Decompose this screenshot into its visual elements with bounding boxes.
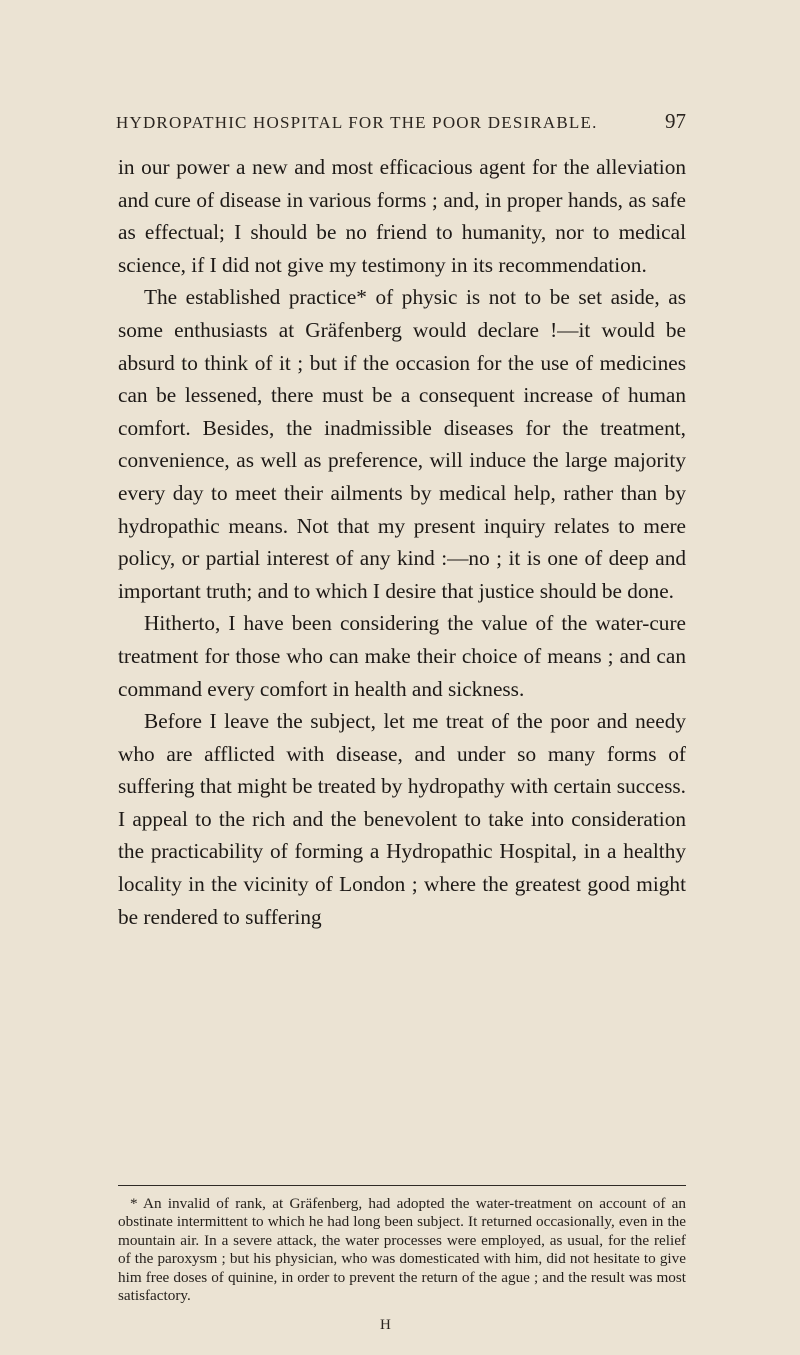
running-title: HYDROPATHIC HOSPITAL FOR THE POOR DESIRABLE. [116,113,598,132]
page-number: 97 [665,109,686,133]
main-text [118,151,686,933]
paragraph: Before I leave the subject, let me treat of the poor and needy who are afflicted with disease, and under so many forms of suffering that might be treated by hydropathy with certain success. I appeal to the rich and the benevolent to take into consideration the practicability of forming a Hydropathic Hospital, in a healthy locality in the vicinity of London ; where the greatest good might be rendered to suffering [118,709,686,929]
paragraph: Hitherto, I have been considering the value of the water-cure treatment for those who can make their choice of means ; and can command every comfort in health and sickness. [118,611,686,701]
paragraph-continued: in our power a new and most efficacious agent for the alleviation and cure of disease in various forms ; and, in proper hands, as safe as effectual; I should be no friend to humanity, nor to medical science, if I did not give my testimony in its recommendation. [118,155,686,277]
signature-mark: H [380,1317,391,1333]
footnote [118,1195,686,1305]
paragraph: The established practice* of physic is not to be set aside, as some enthusiasts at Gräfenberg would declare !—it would be absurd to think of it ; but if the occasion for the use of medicines can be lessened, there must be a consequent increase of human comfort. Besides, the inadmissible diseases for the treatment, convenience, as well as preference, will induce the large majority every day to meet their ailments by medical help, rather than by hydropathic means. Not that my present inquiry relates to mere policy, or partial interest of any kind :—no ; it is one of deep and important truth; and to which I desire that justice should be done. [118,285,686,603]
running-head [116,109,686,141]
footnote-text: * An invalid of rank, at Gräfenberg, had adopted the water-treatment on account of an obstinate intermittent to which he had long been subject. It returned occasionally, even in the mountain air. In a severe attack, the water processes were employed, as usual, for the relief of the paroxysm ; but his physician, who was domesticated with him, did not hesitate to give him free doses of quinine, in order to prevent the return of the ague ; and the result was most satisfactory. [118,1195,686,1305]
footnote-divider [118,1185,686,1186]
